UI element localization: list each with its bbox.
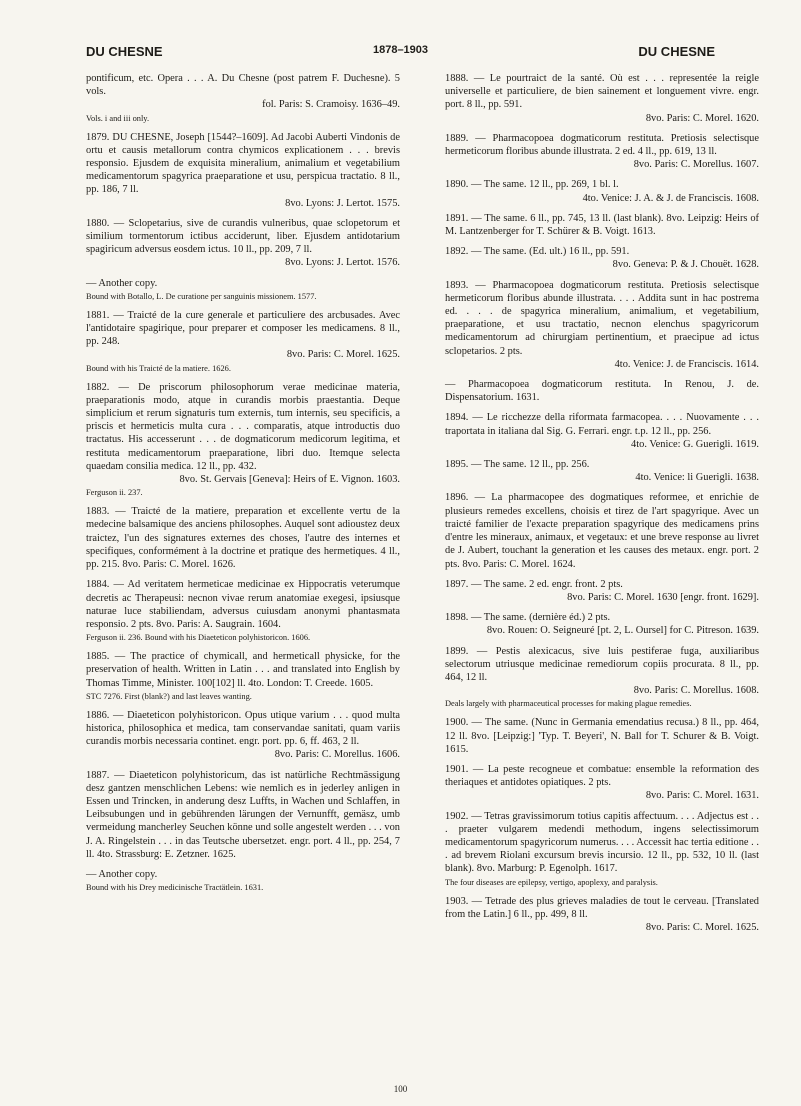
entry-note: STC 7276. First (blank?) and last leaves wanting.: [86, 691, 252, 701]
header-right: DU CHESNE: [638, 44, 715, 59]
catalogue-entry: [445, 212, 759, 238]
entry-note: Ferguson ii. 237.: [86, 488, 143, 498]
entry-body: 1895. — The same. 12 ll., pp. 256.: [445, 459, 590, 471]
entry-body: 1885. — The practice of chymicall, and hermeticall physicke, for the preservation of health. Written in Latin . . . and translated into English by Thomas Timme, Minister. 100[102] ll. 4to. London: T. Creede. 1605.: [86, 651, 400, 689]
catalogue-entry: [86, 578, 400, 643]
entry-body: 1896. — La pharmacopee des dogmatiques reformee, et enrichie de plusieurs remedes excellens, choisis et tirez de l'art spagyrique. Avec un traicté familier de l'exacte preparation spagyrique des medicamens prins d'entre les mineraux, animaux, et vegetaux: et une breve response au livret de J. Aubert, touchant la generation et les causes des metaux. engr. port. 2 pts. 8vo. Paris: C. Morel. 1624.: [445, 492, 759, 570]
entry-body: — Another copy.: [86, 868, 158, 880]
entry-imprint: 4to. Venice: J. de Franciscis. 1614.: [614, 358, 759, 370]
header-left: DU CHESNE: [86, 44, 163, 59]
catalogue-entry: [86, 309, 400, 374]
catalogue-entry: [445, 458, 759, 484]
entry-body: 1890. — The same. 12 ll., pp. 269, 1 bl. l.: [445, 179, 619, 191]
entry-body: 1894. — Le ricchezze della riformata farmacopea. . . . Nuovamente . . . traportata in italiana dal Sig. G. Ferrari. engr. t.p. 12 ll., pp. 256.: [445, 412, 759, 437]
entry-imprint: 8vo. Paris: C. Morel. 1625.: [286, 349, 400, 361]
entry-body: 1893. — Pharmacopoea dogmaticorum restituta. Pretiosis selectisque hermeticorum floribus abunde illustrata. . . . Addita sunt in hac postrema ed. . . . de spagyrica mineralium, animalium, et vegetabilium, praeparatione, et usu tractatio, necnon elenchus spagyricorum medicamentorum ad chirurgiam pertinentium, et praecipue ad ictus sclopetarios. 2 pts.: [445, 279, 759, 357]
catalogue-entry: [86, 72, 400, 124]
entry-body: 1887. — Diaeteticon polyhistoricum, das ist natürliche Rechtmässigung desz gantzen menschlichen Lebens: wie nemlich es in jederley anligen in Essen und Trincken, in anderung desz Luffts, in Wachen und Schlaffen, in Leibsubungen und in gebührenden lärungen der Vernunfft, gemäsz, umb vermeidung mancherley Seuchen könne und solle angestelt werden . . . von J. A. Ringelstein . . . in das Teutsche ubersetzet. engr. port. 4 ll., pp. 254, 7 ll. 4to. Strassburg: E. Zetzner. 1625.: [86, 769, 400, 860]
entry-body: 1898. — The same. (dernière éd.) 2 pts.: [445, 612, 611, 624]
entry-imprint: 8vo. Paris: C. Morel. 1630 [engr. front. 1629].: [567, 591, 759, 603]
entry-body: 1879. DU CHESNE, Joseph [1544?–1609]. Ad Jacobi Auberti Vindonis de ortu et causis metallorum contra chymicos explicationem . . . brevis responsio. Ejusdem de exquisita mineralium, animalium et vegetabilium medicamentorum spagyrica praeparatione et usu, perspicua tractatio. 8 ll., pp. 186, 7 ll.: [86, 131, 400, 196]
entry-body: 1901. — La peste recogneue et combatue: ensemble la reformation des theriaques et antidotes opiatiques. 2 pts.: [445, 763, 759, 789]
entry-body: 1880. — Sclopetarius, sive de curandis vulneribus, quae sclopetorum et similium tormentorum ictibus acciderunt, liber. Ejusdem antidotarium spagiricum adversus eosdem ictus. 10 ll., pp. 209, 7 ll.: [86, 217, 400, 256]
entry-imprint: 4to. Venice: J. A. & J. de Franciscis. 1608.: [582, 192, 759, 204]
entry-body: 1888. — Le pourtraict de la santé. Où est . . . representée la reigle universelle et particuliere, de bien sainement et longuement vivre. engr. port. 8 ll., pp. 591.: [445, 73, 759, 111]
catalogue-entry: [445, 763, 759, 803]
entry-body: 1899. — Pestis alexicacus, sive luis pestiferae fuga, auxiliaribus selectorum utriusque medicinae remediorum copiis procurata. 8 ll., pp. 464, 12 ll.: [445, 645, 759, 683]
entry-imprint: 8vo. Paris: C. Morel. 1620.: [645, 112, 759, 124]
entry-imprint: 4to. Venice: li Guerigli. 1638.: [635, 472, 759, 484]
page-number: 100: [393, 1084, 408, 1094]
entry-imprint: 4to. Venice: G. Guerigli. 1619.: [631, 438, 759, 450]
right-column: [445, 72, 759, 941]
catalogue-entry: [86, 217, 400, 270]
running-header: [86, 44, 715, 64]
catalogue-entry: [445, 578, 759, 604]
entry-body: 1903. — Tetrade des plus grieves maladies de tout le cerveau. [Translated from the Latin.] 6 ll., pp. 499, 8 ll.: [445, 895, 759, 920]
catalogue-entry: [445, 378, 759, 404]
entry-imprint: 8vo. Geneva: P. & J. Chouët. 1628.: [612, 259, 759, 271]
entry-imprint: 8vo. Lyons: J. Lertot. 1575.: [285, 197, 400, 209]
entry-body: 1900. — The same. (Nunc in Germania emendatius recusa.) 8 ll., pp. 464, 12 ll. 8vo. [Leipzig:] 'Typ. T. Beyeri', N. Ball for T. Schurer & B. Voigt. 1615.: [445, 717, 759, 755]
entry-body: 1891. — The same. 6 ll., pp. 745, 13 ll. (last blank). 8vo. Leipzig: Heirs of M. Lantzenberger for T. Schürer & B. Voigt. 1613.: [445, 212, 759, 238]
entry-body: — Another copy.: [86, 277, 158, 289]
entry-note: Bound with Botallo, L. De curatione per sanguinis missionem. 1577.: [86, 291, 317, 301]
catalogue-entry: [86, 868, 400, 893]
catalogue-entry: [445, 611, 759, 637]
entry-body: 1881. — Traicté de la cure generale et particuliere des arcbusades. Avec l'antidotaire spagirique, pour preparer et composer les medicamens. 8 ll., pp. 248.: [86, 309, 400, 348]
entry-body: 1892. — The same. (Ed. ult.) 16 ll., pp. 591.: [445, 246, 630, 258]
catalogue-entry: [445, 645, 759, 710]
catalogue-entry: [86, 769, 400, 861]
entry-imprint: 8vo. Paris: C. Morellus. 1608.: [633, 685, 759, 697]
entry-body: 1897. — The same. 2 ed. engr. front. 2 pts.: [445, 578, 623, 590]
catalogue-entry: [445, 810, 759, 888]
catalogue-entry: [86, 131, 400, 210]
entry-body: 1884. — Ad veritatem hermeticae medicinae ex Hippocratis veterumque decretis ac Therapeusi: necnon vivae rerum anatomiae exegesi, ipsiusque naturae luce stabiliendam, adversus cuiusdam anonymi phantasmata responsio. 2 pts. 8vo. Paris: A. Saugrain. 1604.: [86, 579, 400, 630]
entry-imprint: 8vo. Paris: C. Morel. 1631.: [645, 790, 759, 802]
entry-imprint: 8vo. Paris: C. Morellus. 1607.: [633, 159, 759, 171]
catalogue-entry: [445, 411, 759, 451]
entry-note: Bound with his Traicté de la matiere. 1626.: [86, 363, 231, 373]
catalogue-entry: [86, 381, 400, 499]
entry-body: 1883. — Traicté de la matiere, preparation et excellente vertu de la medecine balsamique des anciens philosophes. Auquel sont adioustez deux traictez, l'un des signatures externes des choses, l'autre des internes et specifiques, conformément à la doctrine et pratique des hermetiques. 4 ll., pp. 215. 8vo. Paris: C. Morel. 1626.: [86, 506, 400, 571]
catalogue-entry: [445, 895, 759, 935]
catalogue-entry: [445, 132, 759, 172]
entry-note: Ferguson ii. 236. Bound with his Diaeteticon polyhistoricon. 1606.: [86, 633, 311, 643]
entry-body: 1882. — De priscorum philosophorum verae medicinae materia, praeparationis modo, atque in curandis morbis praestantia. Deque simplicium et rerum signaturis tum externis, tum internis, seu specificis, a priscis et hermeticis multa cura . . . comparatis, atque introductis duo tractatus. His accesserunt . . . de dogmaticorum medicorum legitima, et restituta medicamentorum praeparatione, libri duo. Itemque selecta quaedam consilia medica. 12 ll., pp. 432.: [86, 381, 400, 472]
entry-imprint: 8vo. Lyons: J. Lertot. 1576.: [285, 257, 400, 269]
entry-imprint: 8vo. Paris: C. Morellus. 1606.: [274, 749, 400, 761]
entry-note: Deals largely with pharmaceutical processes for making plague remedies.: [445, 699, 692, 709]
entry-body: — Pharmacopoea dogmaticorum restituta. In Renou, J. de. Dispensatorium. 1631.: [445, 379, 759, 404]
entry-body: 1889. — Pharmacopoea dogmaticorum restituta. Pretiosis selectisque hermeticorum floribus abunde illustrata. 2 ed. 4 ll., pp. 619, 13 ll.: [445, 132, 759, 158]
catalogue-entry: [86, 277, 400, 302]
catalogue-entry: [445, 279, 759, 371]
entry-note: Vols. i and iii only.: [86, 113, 150, 123]
entry-note: Bound with his Drey medicinische Tractätlein. 1631.: [86, 883, 264, 893]
entry-body: 1886. — Diaeteticon polyhistoricon. Opus utique varium . . . quod multa historica, philosophica et medica, tam conservandae sanitati, quam variis curandis morbis necessaria continet. engr. port. pp. 6, ff. 463, 2 ll.: [86, 709, 400, 748]
entry-imprint: 8vo. St. Gervais [Geneva]: Heirs of E. Vignon. 1603.: [179, 474, 400, 486]
catalogue-entry: [445, 716, 759, 756]
entry-imprint: 8vo. Paris: C. Morel. 1625.: [645, 921, 759, 933]
catalogue-entry: [86, 650, 400, 702]
catalogue-entry: [86, 505, 400, 571]
catalogue-entry: [445, 491, 759, 570]
entry-note: The four diseases are epilepsy, vertigo, apoplexy, and paralysis.: [445, 877, 658, 887]
left-column: [86, 72, 400, 900]
catalogue-entry: [445, 178, 759, 204]
catalogue-entry: [86, 709, 400, 762]
entry-imprint: fol. Paris: S. Cramoisy. 1636–49.: [262, 99, 400, 111]
catalogue-entry: [445, 245, 759, 271]
entry-body: 1902. — Tetras gravissimorum totius capitis affectuum. . . . Adjectus est . . . praeter vulgarem medendi methodum, ingens selectissimorum medicamentorum spagyricorum numerus. . . . Accessit hac tertia editione . . . ad brevem Riolani excursum brevis incursio. 12 ll., pp. 532, 10 ll. (last blank). 8vo. Marburg: P. Egenolph. 1617.: [445, 810, 759, 875]
header-center: 1878–1903: [372, 44, 429, 56]
entry-imprint: 8vo. Rouen: O. Seigneuré [pt. 2, L. Oursel] for C. Pitreson. 1639.: [486, 625, 759, 637]
catalogue-entry: [445, 72, 759, 125]
entry-body: pontificum, etc. Opera . . . A. Du Chesne (post patrem F. Duchesne). 5 vols.: [86, 73, 400, 98]
